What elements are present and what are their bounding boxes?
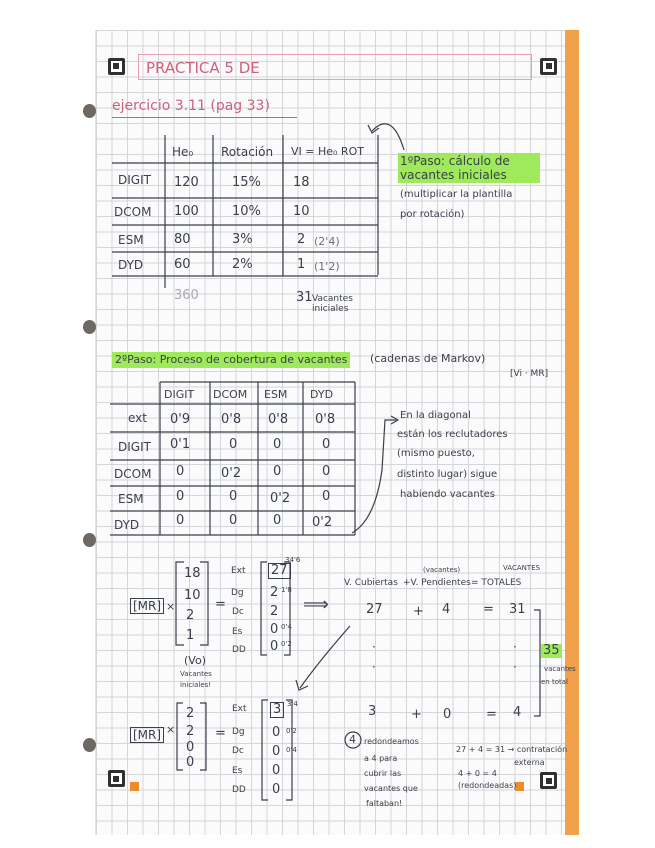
- note3-line: redondeamos: [364, 737, 419, 746]
- summary-h3-top: VACANTES: [503, 564, 541, 572]
- vector2-value: 0: [186, 740, 195, 755]
- note2-line: están los reclutadores: [397, 429, 508, 440]
- result2-label: Ext: [232, 704, 247, 714]
- binder-hole-icon: [83, 533, 96, 547]
- table1-cell-he: 120: [174, 175, 199, 190]
- implies-arrow: ⟹: [303, 594, 329, 615]
- note1-title: 1ºPaso: cálculo de vacantes iniciales: [398, 153, 540, 183]
- table2-cell: 0: [322, 489, 331, 504]
- table2-cell: 0'9: [170, 412, 191, 427]
- table1-row-label: ESM: [118, 233, 144, 247]
- table1-cell-he: 60: [174, 257, 191, 272]
- table2-header: DIGIT: [164, 388, 195, 401]
- vector-sub: Vacantes: [180, 670, 212, 678]
- summary-cell: 4: [513, 705, 522, 720]
- result2-note: 0'2: [286, 727, 297, 735]
- summary-h2: +V. Pendientes: [403, 578, 471, 588]
- note2-line: (mismo puesto,: [397, 448, 475, 459]
- table2-cell: 0'8: [268, 412, 289, 427]
- summary-cell: 4: [442, 602, 451, 617]
- result-value: 2: [270, 585, 279, 600]
- mr-matrix-label-2: [MR]: [130, 727, 164, 743]
- table2-cell: 0'8: [221, 412, 242, 427]
- table2-cell: 0'2: [270, 491, 291, 506]
- table2-row-label: DCOM: [114, 467, 152, 481]
- table2-cell: 0: [273, 513, 282, 528]
- table1-header-rot: Rotación: [221, 145, 274, 159]
- table1-cell-note: (2'4): [314, 235, 340, 248]
- note3-line: cubrir las: [364, 769, 402, 778]
- table2-cell: 0: [176, 489, 185, 504]
- summary-big-total-label: vacantes: [544, 665, 576, 673]
- result-note: 0'4: [281, 623, 292, 631]
- table1-row-label: DCOM: [114, 205, 152, 219]
- multiply-sign: ×: [166, 600, 176, 613]
- table2-cell: 0: [273, 464, 282, 479]
- exercise-underline: [112, 117, 297, 118]
- table2-cell: 0: [176, 513, 185, 528]
- table1-cell-rot: 2%: [232, 257, 253, 272]
- summary-cell: =: [486, 707, 497, 722]
- table2-header: DCOM: [213, 388, 248, 401]
- result2-value: 0: [272, 763, 281, 778]
- table1-cell-he: 100: [174, 204, 199, 219]
- orange-margin-strip: [565, 30, 579, 835]
- corner-marker-icon: [108, 770, 125, 787]
- vector-value: 10: [184, 588, 201, 603]
- table2-cell: 0: [273, 437, 282, 452]
- table2-cell: 0: [229, 437, 238, 452]
- summary-cell: +: [413, 604, 424, 619]
- summary-cell: 3: [368, 704, 377, 719]
- note4-line: 4 + 0 = 4: [458, 769, 497, 778]
- result2-label: Dc: [232, 746, 244, 756]
- result-label: Es: [232, 627, 243, 637]
- table2-row-label: DYD: [114, 518, 140, 532]
- table1-cell-rot: 10%: [232, 204, 261, 219]
- result-note: 34'6: [285, 556, 301, 564]
- vector2-value: 0: [186, 755, 195, 770]
- summary-dot: ·: [372, 660, 376, 674]
- binder-hole-icon: [83, 104, 96, 118]
- result2-label: DD: [232, 785, 246, 795]
- table2-cell: 0'1: [170, 437, 191, 452]
- summary-cell: 0: [443, 707, 452, 722]
- table1-cell-note: (1'2): [314, 260, 340, 273]
- mr-matrix-label: [MR]: [130, 598, 164, 614]
- table1-cell-he: 80: [174, 232, 191, 247]
- note3-line: faltaban!: [366, 799, 403, 808]
- exercise-heading: ejercicio 3.11 (pag 33): [112, 98, 270, 114]
- note2-line: habiendo vacantes: [400, 489, 496, 500]
- note3-line: vacantes que: [364, 784, 418, 793]
- note4-line: 27 + 4 = 31 → contratación: [456, 745, 568, 754]
- summary-big-total-label: en total: [541, 678, 568, 686]
- table1-total-he: 360: [174, 288, 199, 303]
- note1-body-line: por rotación): [400, 209, 465, 220]
- table1-cell-vi: 10: [293, 204, 310, 219]
- binder-hole-icon: [83, 320, 96, 334]
- table2-row-label: DIGIT: [118, 440, 151, 454]
- multiply-sign-2: ×: [166, 723, 176, 736]
- table1-row-label: DIGIT: [118, 173, 151, 187]
- result2-note: 3'4: [287, 700, 298, 708]
- table2-cell: 0: [322, 464, 331, 479]
- note4-line: (redondeadas): [458, 781, 517, 790]
- page-title: PRACTICA 5 DE: [146, 59, 260, 77]
- summary-dot: ·: [372, 640, 376, 654]
- note1-body-line: (multiplicar la plantilla: [400, 189, 513, 200]
- step2-title: 2ºPaso: Proceso de cobertura de vacantes: [112, 352, 350, 368]
- step2-formula: [Vi · MR]: [510, 369, 549, 379]
- result2-value: 3: [270, 702, 284, 718]
- summary-h3: = TOTALES: [471, 578, 522, 588]
- table1-cell-vi: 1: [297, 257, 306, 272]
- table2-row-label: ext: [128, 411, 147, 425]
- table2-cell: 0: [229, 489, 238, 504]
- table1-cell-vi: 2: [297, 232, 306, 247]
- summary-big-total: 35: [543, 643, 560, 658]
- result-value: 0: [270, 639, 279, 654]
- table1-row-label: DYD: [118, 258, 144, 272]
- table2-header: ESM: [264, 388, 288, 401]
- vector-label: (Vo): [184, 654, 206, 667]
- vector2-value: 2: [186, 706, 195, 721]
- table2-cell: 0'8: [315, 412, 336, 427]
- table1-cell-vi: 18: [293, 175, 310, 190]
- result2-label: Es: [232, 766, 243, 776]
- table2-row-label: ESM: [118, 492, 144, 506]
- table2-cell: 0: [176, 464, 185, 479]
- table1-header-vi: VI = He₀ ROT: [291, 145, 364, 158]
- summary-cell: +: [411, 707, 422, 722]
- table2-cell: 0: [322, 437, 331, 452]
- summary-cell: 31: [509, 602, 526, 617]
- table1-header-he: He₀: [172, 145, 194, 159]
- vector-value: 18: [184, 566, 201, 581]
- result-label: Dc: [232, 607, 244, 617]
- corner-marker-icon: [540, 58, 557, 75]
- table2-cell: 0'2: [221, 466, 242, 481]
- binder-hole-icon: [83, 738, 96, 752]
- orange-square-icon: [130, 782, 139, 791]
- equals-sign: =: [215, 597, 226, 612]
- result-value: 2: [270, 604, 279, 619]
- result-value: 27: [268, 563, 291, 579]
- table2-header: DYD: [310, 388, 334, 401]
- result2-label: Dg: [232, 727, 245, 737]
- result2-value: 0: [272, 782, 281, 797]
- summary-cell: 27: [366, 602, 383, 617]
- summary-h2-top: (vacantes): [423, 566, 461, 574]
- table1-total-vi-label: Vacantes iniciales: [312, 294, 353, 314]
- result-value: 0: [270, 622, 279, 637]
- table2-cell: 0'2: [312, 515, 333, 530]
- note2-line: En la diagonal: [400, 410, 471, 421]
- step2-subtitle: (cadenas de Markov): [370, 352, 486, 365]
- corner-marker-icon: [540, 772, 557, 789]
- summary-dot: ·: [513, 660, 517, 674]
- corner-marker-icon: [108, 58, 125, 75]
- equals-sign-2: =: [215, 726, 226, 741]
- result-label: DD: [232, 645, 246, 655]
- summary-cell: =: [483, 602, 494, 617]
- note4-line: externa: [514, 758, 545, 767]
- result2-note: 0'4: [286, 746, 297, 754]
- note2-line: distinto lugar) sigue: [397, 469, 498, 480]
- result-label: Dg: [231, 588, 244, 598]
- result2-value: 0: [272, 725, 281, 740]
- summary-h1: V. Cubiertas: [344, 578, 398, 588]
- result2-value: 0: [272, 744, 281, 759]
- vector2-value: 2: [186, 724, 195, 739]
- table1-cell-rot: 15%: [232, 175, 261, 190]
- note3-number: 4: [349, 733, 356, 746]
- vector-value: 1: [186, 628, 195, 643]
- table1-total-vi: 31: [296, 290, 313, 305]
- table1-cell-rot: 3%: [232, 232, 253, 247]
- result-note: 1'8: [281, 586, 292, 594]
- vector-value: 2: [186, 608, 195, 623]
- summary-dot: ·: [513, 640, 517, 654]
- result-label: Ext: [231, 566, 246, 576]
- vector-sub: iniciales!: [180, 681, 212, 689]
- table2-cell: 0: [229, 513, 238, 528]
- note3-line: a 4 para: [364, 754, 398, 763]
- result-note: 0'2: [281, 640, 292, 648]
